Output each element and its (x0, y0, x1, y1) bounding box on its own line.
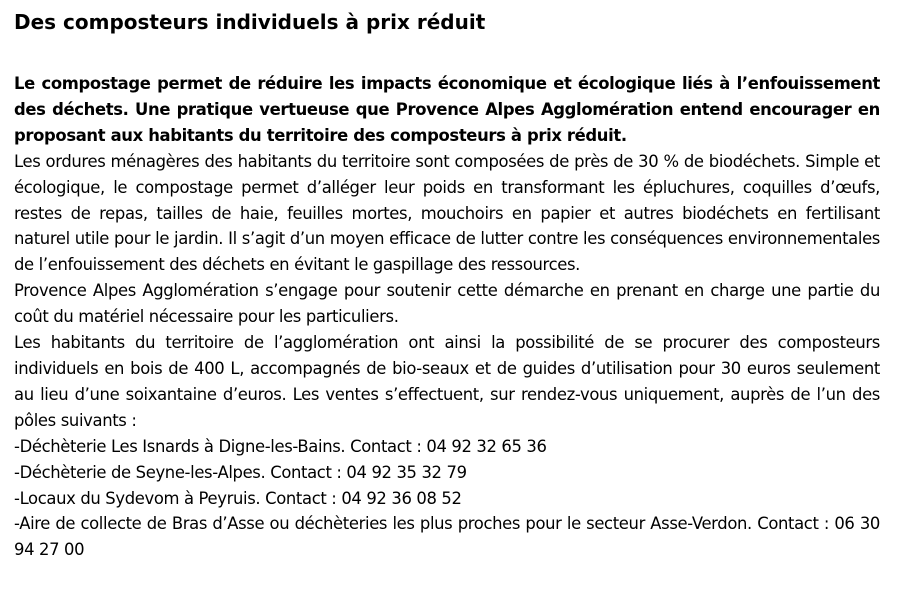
contact-list (14, 434, 880, 564)
article-title: Des composteurs individuels à prix réduit (14, 10, 486, 34)
article-lead: Le compostage permet de réduire les impacts économique et écologique liés à l’enfouissement des déchets. Une pratique vertueuse que Provence Alpes Agglomération entend encourager en proposant aux habitants du territoire des composteurs à prix réduit. (14, 74, 880, 145)
article-paragraph: Les ordures ménagères des habitants du territoire sont composées de près de 30 % de biodéchets. Simple et écologique, le compostage permet d’alléger leur poids en transformant les épluchures, coquilles d’œufs, restes de repas, tailles de haie, feuilles mortes, mouchoirs en papier et autres biodéchets en fertilisant naturel utile pour le jardin. Il s’agit d’un moyen efficace de lutter contre les conséquences environnementales de l’enfouissement des déchets en évitant le gaspillage des ressources. (14, 151, 880, 275)
article-paragraph: Les habitants du territoire de l’agglomération ont ainsi la possibilité de se procurer des composteurs individuels en bois de 400 L, accompagnés de bio-seaux et de guides d’utilisation pour 30 euros seulement au lieu d’une soixantaine d’euros. Les ventes s’effectuent, sur rendez-vous uniquement, auprès de l’un des pôles suivants : (14, 333, 880, 430)
contact-item: -Déchèterie Les Isnards à Digne-les-Bains. Contact : 04 92 32 65 36 (14, 436, 547, 456)
contact-item: -Locaux du Sydevom à Peyruis. Contact : 04 92 36 08 52 (14, 488, 462, 508)
article-body (14, 71, 880, 563)
article-paragraph: Provence Alpes Agglomération s’engage pour soutenir cette démarche en prenant en charge une partie du coût du matériel nécessaire pour les particuliers. (14, 281, 880, 327)
contact-item: -Déchèterie de Seyne-les-Alpes. Contact : 04 92 35 32 79 (14, 462, 467, 482)
contact-item: -Aire de collecte de Bras d’Asse ou déchèteries les plus proches pour le secteur Asse-Verdon. Contact : 06 30 94 27 00 (14, 514, 880, 560)
